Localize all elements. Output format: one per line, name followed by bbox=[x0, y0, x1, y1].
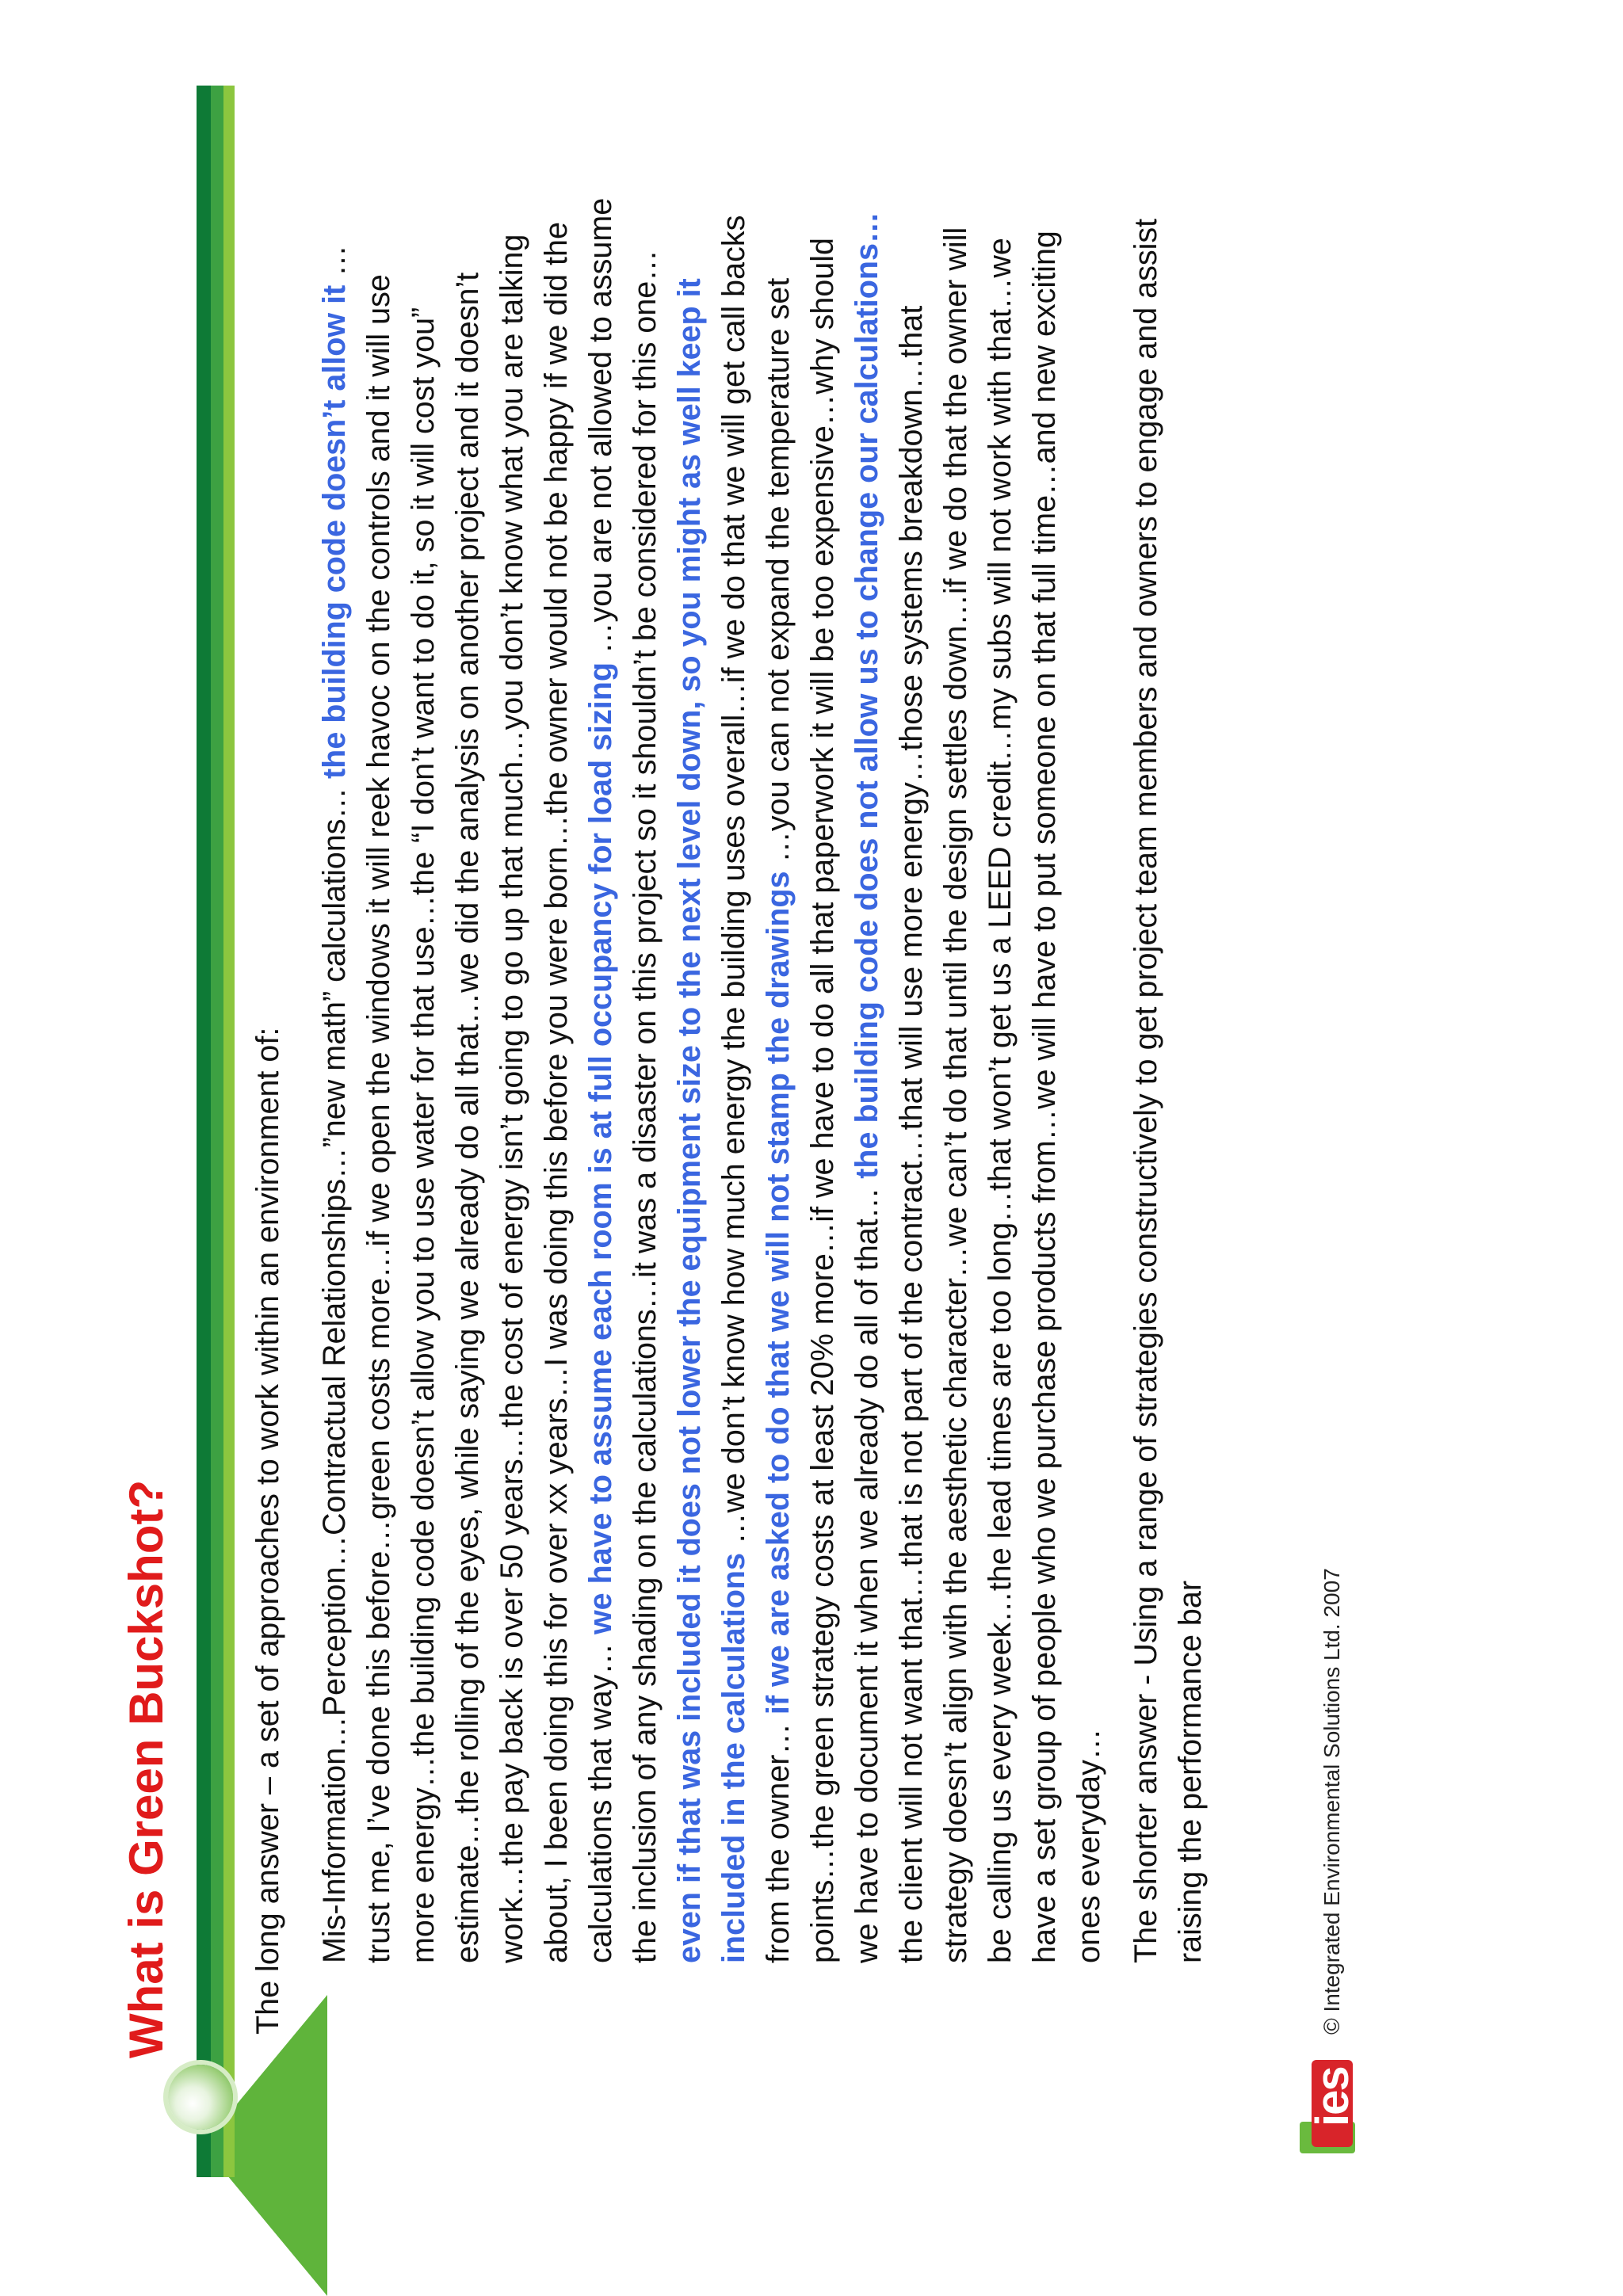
highlighted-phrase: the building code doesn’t allow it bbox=[317, 284, 352, 779]
header-band-light bbox=[223, 86, 235, 2177]
highlighted-phrase: if we are asked to do that we will not stamp the drawings bbox=[761, 871, 796, 1715]
slide-content bbox=[246, 196, 1225, 2035]
header-band-mid bbox=[211, 86, 223, 2177]
short-answer-text: The shorter answer - Using a range of strategies constructively to get project team members and owners to engage and assist raising the performance bar bbox=[1128, 218, 1208, 1963]
body-text-segment: …you are not allowed to assume the inclusion of any shading on the calculations…it was a disaster on this project so it shouldn’t be considered for this one… bbox=[583, 197, 663, 1963]
highlighted-phrase: even if that was included it does not lower the equipment size to the next level down, so you might as well keep it included in the calculations bbox=[672, 278, 751, 1963]
body-text-segment: …trust me, I’ve done this before…green costs more…if we open the windows it will reek havoc on the controls and it will use more energy…the building code doesn’t allow you to use water for that use…the “I don’t want to do it, so it will cost you” estimate…the rolling of the eyes, while saying we already do all that…we did the analysis on another project and it doesn’t work…the pay back is over 50 years…the cost of energy isn’t going to go up that much…you don’t know what you are talking about, I been doing this for over xx years…I was doing this before you were born…the owner would not be happy if we did the calculations that way… bbox=[317, 222, 618, 1963]
highlighted-phrase: the building code does not allow us to change our calculations… bbox=[850, 212, 884, 1179]
body-text-segment: …you can not expand the temperature set points…the green strategy costs at least 20% more…if we have to do all that paperwork it will be too expensive…why should we have to document it when we already do all of that… bbox=[761, 237, 884, 1963]
body-text-segment: the client will not want that…that is not part of the contract…that will use more energy…those systems breakdown…that strategy doesn’t align with the aesthetic character…we can’t do that until the design settles down…if we do that the owner will be calling us every week…the lead times are too long…that won’t get us a LEED credit…my subs will not work with that…we have a set group of people who we purchase products from…we will have to put someone on that full time…and new exciting ones everyday… bbox=[894, 227, 1106, 1963]
header-band-dark bbox=[197, 86, 211, 2177]
intro-text: The long answer – a set of approaches to work within an environment of: bbox=[250, 1027, 285, 2035]
body-paragraph bbox=[312, 196, 1111, 2035]
orb-decoration bbox=[168, 2065, 233, 2130]
ies-logo: ies bbox=[1307, 2067, 1358, 2126]
highlighted-phrase: we have to assume each room is at full occupancy for load sizing bbox=[583, 662, 618, 1635]
body-text-segment: Mis-Information…Perception…Contractual Relationships…”new math” calculations… bbox=[317, 778, 352, 1963]
copyright-footer: © Integrated Environmental Solutions Ltd. 2007 bbox=[1319, 1568, 1344, 2035]
body-text-segment: …we don’t know how much energy the building uses overall…if we do that we will get call backs from the owner… bbox=[716, 215, 796, 1963]
slide-title: What is Green Buckshot? bbox=[120, 1479, 173, 2058]
